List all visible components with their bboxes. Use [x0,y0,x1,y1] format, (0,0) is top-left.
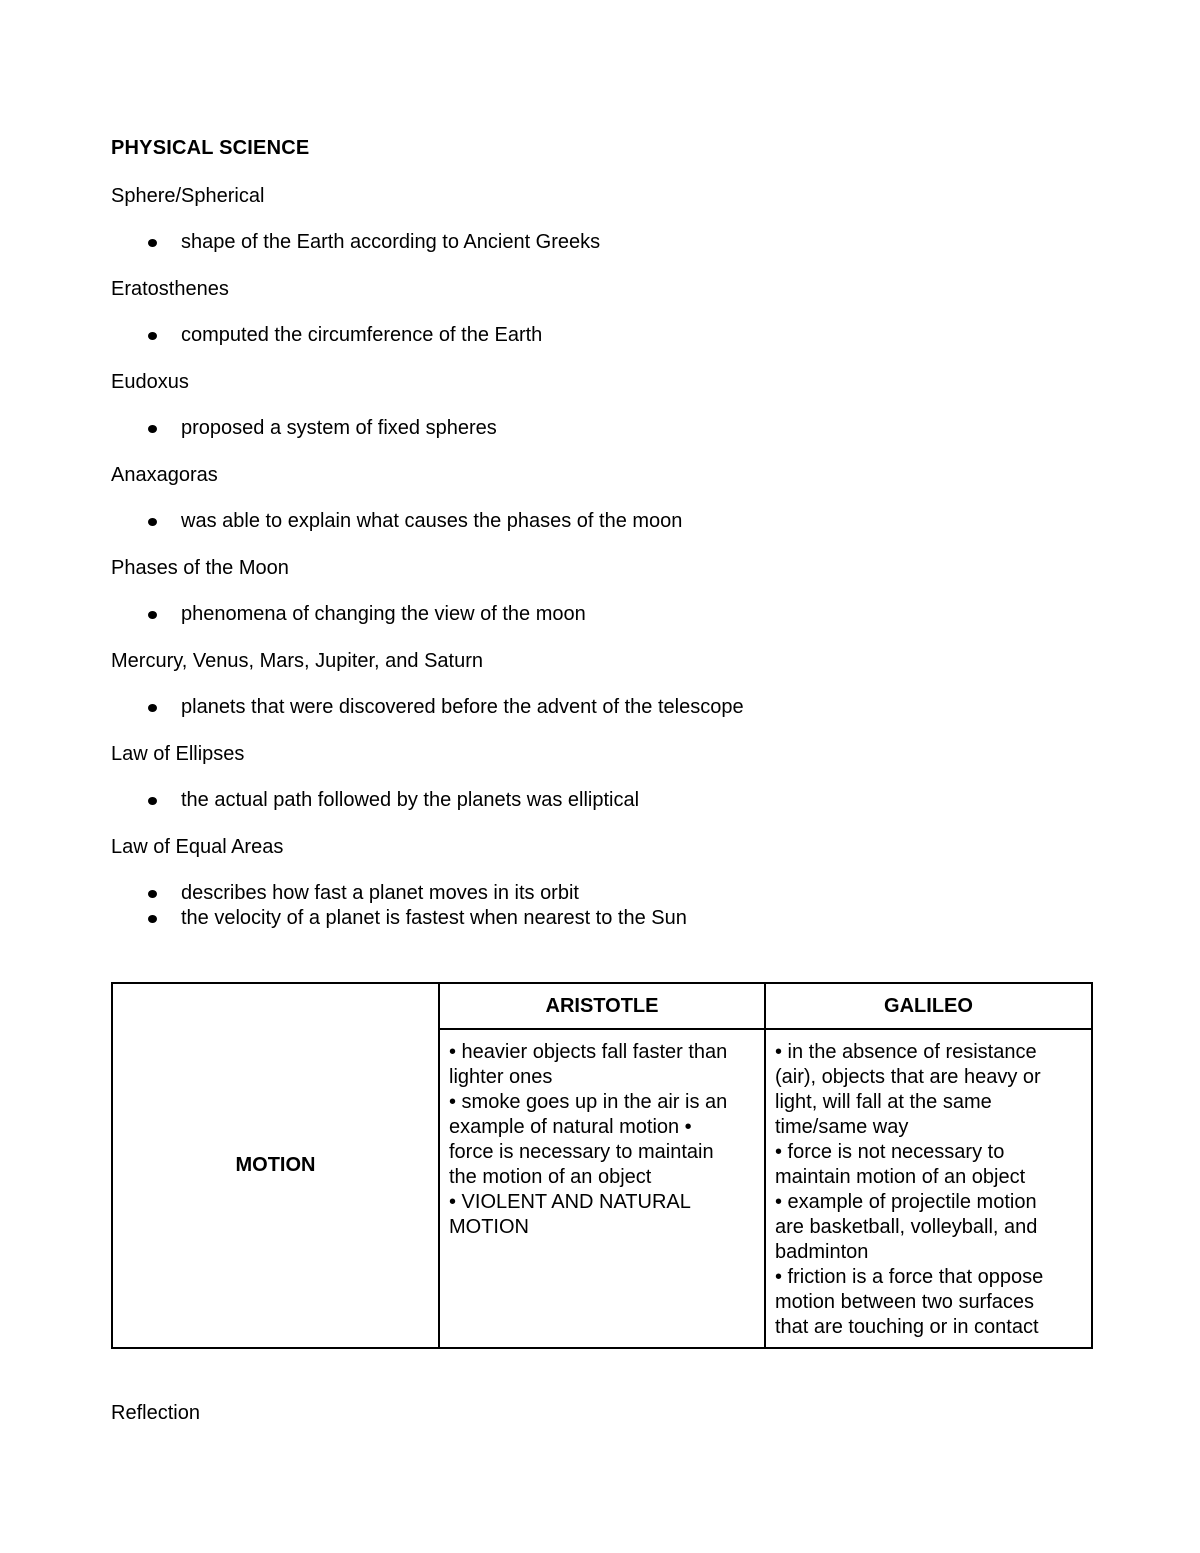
term-heading: Phases of the Moon [111,557,289,579]
cell-line: example of natural motion • [449,1116,692,1138]
bullet-list [111,230,1091,255]
section-eudoxus [111,368,1091,441]
bullet-item [111,323,1091,348]
term-heading: Anaxagoras [111,464,218,486]
term-heading: Law of Equal Areas [111,836,284,858]
cell-line: time/same way [775,1116,909,1138]
bullet-list [111,509,1091,534]
cell-line: badminton [775,1241,869,1263]
cell-line: • smoke goes up in the air is an [449,1091,728,1113]
bullet-text: proposed a system of fixed spheres [181,417,497,439]
bullet-item [111,602,1091,627]
bullet-list [111,695,1091,720]
cell-line: MOTION [449,1216,529,1238]
bullet-text: the velocity of a planet is fastest when nearest to the Sun [181,907,687,929]
bullet-dot-icon [148,915,157,923]
bullet-dot-icon [148,890,157,898]
term-heading: Sphere/Spherical [111,185,265,207]
bullet-dot-icon [148,611,157,619]
bullet-item [111,881,1091,906]
bullet-list [111,323,1091,348]
bullet-text: planets that were discovered before the advent of the telescope [181,696,744,718]
section-law-of-equal-areas [111,833,1091,931]
bullet-text: was able to explain what causes the phases of the moon [181,510,683,532]
bullet-dot-icon [148,797,157,805]
bullet-dot-icon [148,239,157,247]
term-heading: Law of Ellipses [111,743,245,765]
bullet-dot-icon [148,425,157,433]
section-phases-of-moon [111,554,1091,627]
bullet-item [111,695,1091,720]
bullet-text: shape of the Earth according to Ancient Greeks [181,231,601,253]
bullet-item [111,509,1091,534]
cell-line: • heavier objects fall faster than [449,1041,728,1063]
cell-line: the motion of an object [449,1166,652,1188]
cell-line: • force is not necessary to [775,1141,1005,1163]
cell-line: • VIOLENT AND NATURAL [449,1191,691,1213]
aristotle-cell [439,1029,765,1348]
bullet-item [111,788,1091,813]
bullet-list [111,881,1091,931]
cell-line: lighter ones [449,1066,553,1088]
bullet-item [111,416,1091,441]
section-planets [111,647,1091,720]
table-header-row [112,983,1092,1029]
bullet-dot-icon [148,704,157,712]
section-anaxagoras [111,461,1091,534]
bullet-list [111,788,1091,813]
document-content [111,134,1091,931]
cell-line: (air), objects that are heavy or [775,1066,1041,1088]
column-header-aristotle: ARISTOTLE [439,983,765,1029]
bullet-dot-icon [148,332,157,340]
column-header-galileo: GALILEO [765,983,1092,1029]
cell-line: motion between two surfaces [775,1291,1035,1313]
galileo-cell [765,1029,1092,1348]
cell-line: that are touching or in contact [775,1316,1039,1338]
cell-line: are basketball, volleyball, and [775,1216,1038,1238]
section-sphere [111,182,1091,255]
cell-line: light, will fall at the same [775,1091,992,1113]
cell-line: maintain motion of an object [775,1166,1026,1188]
motion-comparison-table [111,982,1093,1349]
reflection-heading: Reflection [111,1402,200,1424]
cell-line: • example of projectile motion [775,1191,1037,1213]
bullet-dot-icon [148,518,157,526]
cell-line: • in the absence of resistance [775,1041,1037,1063]
bullet-text: computed the circumference of the Earth [181,324,543,346]
row-label-motion: MOTION [112,983,439,1348]
bullet-text: the actual path followed by the planets was elliptical [181,789,640,811]
term-heading: Mercury, Venus, Mars, Jupiter, and Saturn [111,650,484,672]
bullet-text: phenomena of changing the view of the moon [181,603,586,625]
bullet-list [111,602,1091,627]
term-heading: Eratosthenes [111,278,229,300]
term-heading: Eudoxus [111,371,189,393]
bullet-text: describes how fast a planet moves in its orbit [181,882,579,904]
section-eratosthenes [111,275,1091,348]
section-law-of-ellipses [111,740,1091,813]
bullet-item [111,906,1091,931]
cell-line: force is necessary to maintain [449,1141,714,1163]
cell-line: • friction is a force that oppose [775,1266,1044,1288]
bullet-list [111,416,1091,441]
document-title: PHYSICAL SCIENCE [111,137,310,159]
bullet-item [111,230,1091,255]
